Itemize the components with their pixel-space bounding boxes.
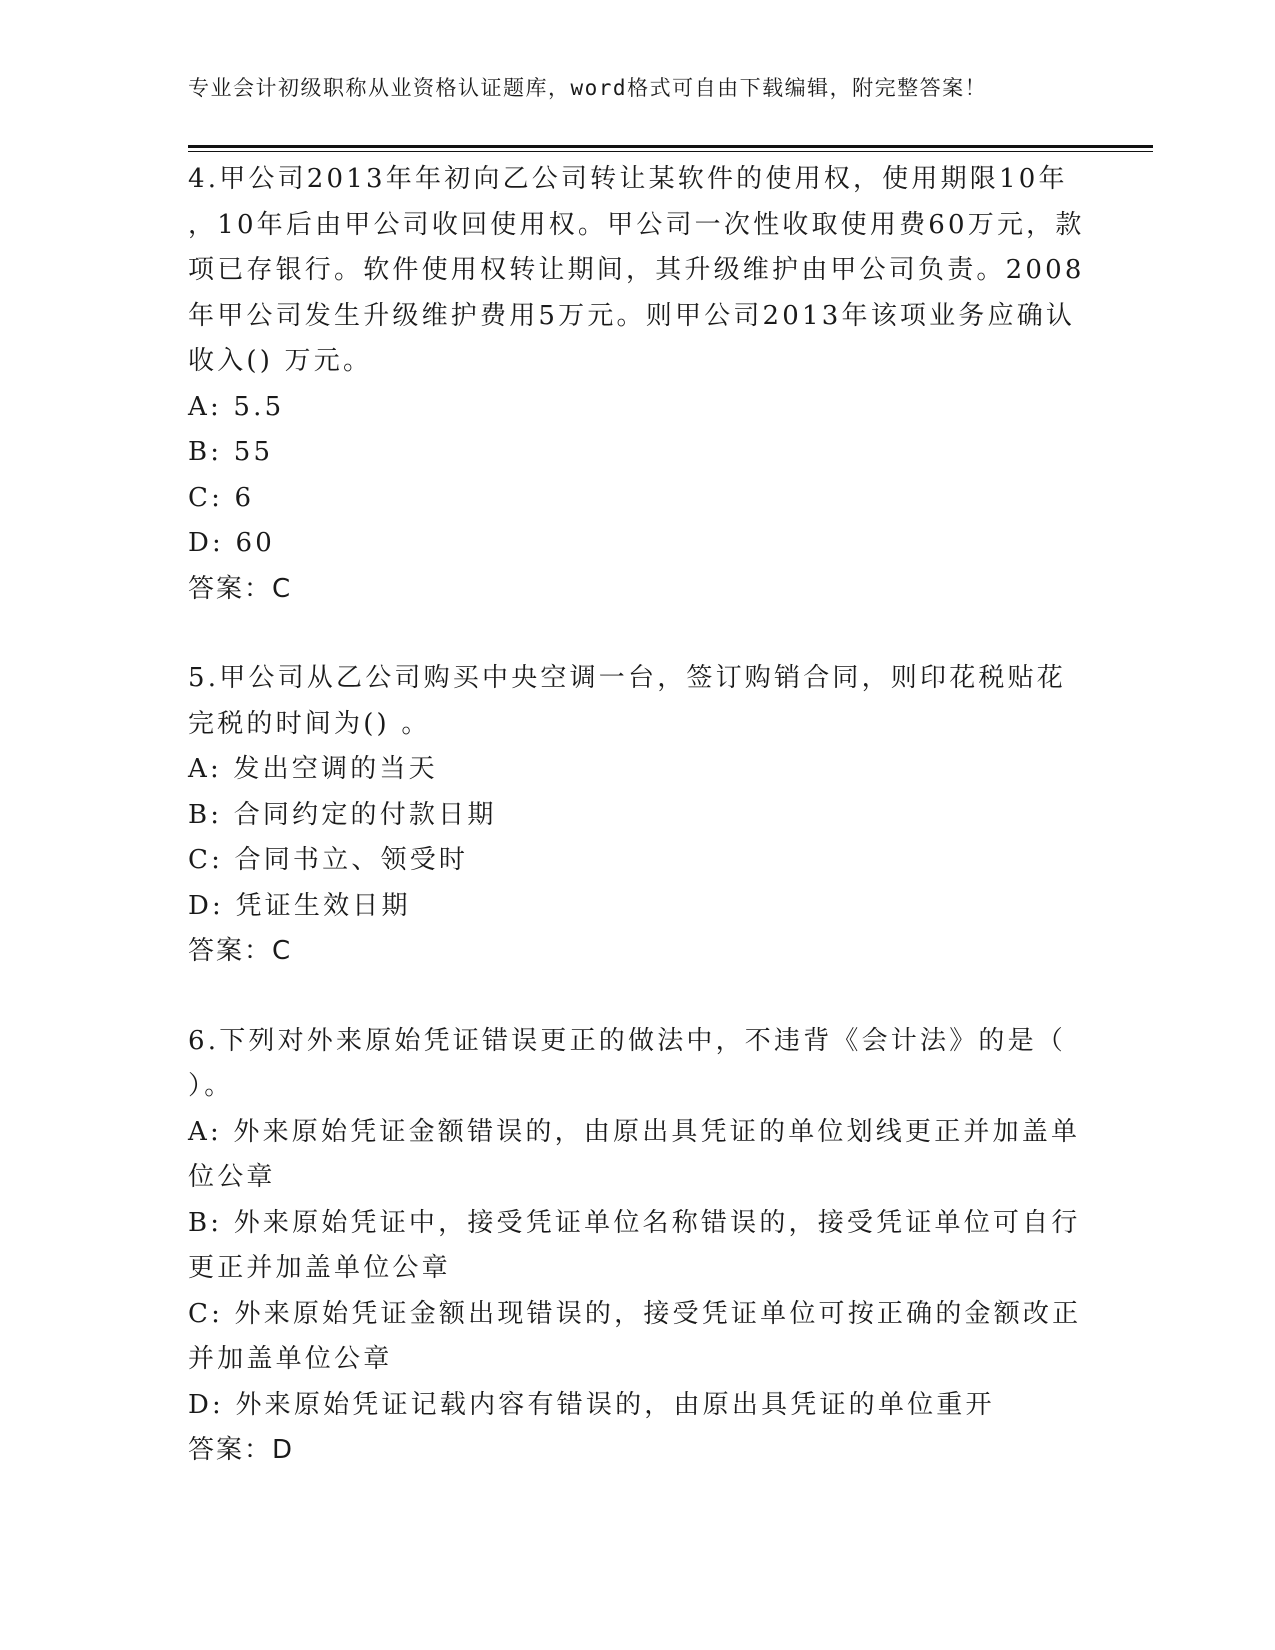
option-a: A: 外来原始凭证金额错误的，由原出具凭证的单位划线更正并加盖单 位公章 [188, 1116, 1081, 1192]
option-c: C: 合同书立、领受时 [188, 845, 469, 875]
question-stem: 5.甲公司从乙公司购买中央空调一台，签订购销合同，则印花税贴花 完税的时间为() 。 [188, 663, 1067, 739]
header-rule [188, 145, 1153, 148]
question-6 [188, 1019, 1088, 1474]
option-a: A: 5.5 [188, 391, 285, 422]
option-b: B: 合同约定的付款日期 [188, 799, 497, 830]
option-b: B: 外来原始凭证中，接受凭证单位名称错误的，接受凭证单位可自行 更正并加盖单位公章 [188, 1207, 1081, 1283]
option-d: D: 60 [188, 528, 275, 558]
page-header: 专业会计初级职称从业资格认证题库，word格式可自由下载编辑，附完整答案！ [188, 76, 988, 100]
question-4 [188, 157, 1088, 612]
option-d: D: 凭证生效日期 [188, 890, 411, 921]
option-a: A: 发出空调的当天 [188, 754, 438, 784]
question-list [188, 157, 1088, 1518]
question-stem: 4.甲公司2013年年初向乙公司转让某软件的使用权，使用期限10年 ，10年后由甲公司收回使用权。甲公司一次性收取使用费60万元，款 项已存银行。软件使用权转让期间，其升级维护由甲公司负责。2008 年甲公司发生升级维护费用5万元。则甲公司2013年该项业务应确认 收入() 万元。 [188, 164, 1085, 376]
question-stem: 6.下列对外来原始凭证错误更正的做法中，不违背《会计法》的是（ ）。 [188, 1025, 1067, 1101]
option-c: C: 外来原始凭证金额出现错误的，接受凭证单位可按正确的金额改正 并加盖单位公章 [188, 1298, 1082, 1374]
option-b: B: 55 [188, 437, 274, 467]
answer: 答案：C [188, 936, 293, 966]
option-d: D: 外来原始凭证记载内容有错误的，由原出具凭证的单位重开 [188, 1389, 995, 1420]
answer: 答案：C [188, 573, 293, 604]
question-5 [188, 656, 1088, 975]
answer: 答案：D [188, 1435, 295, 1465]
option-c: C: 6 [188, 482, 255, 513]
